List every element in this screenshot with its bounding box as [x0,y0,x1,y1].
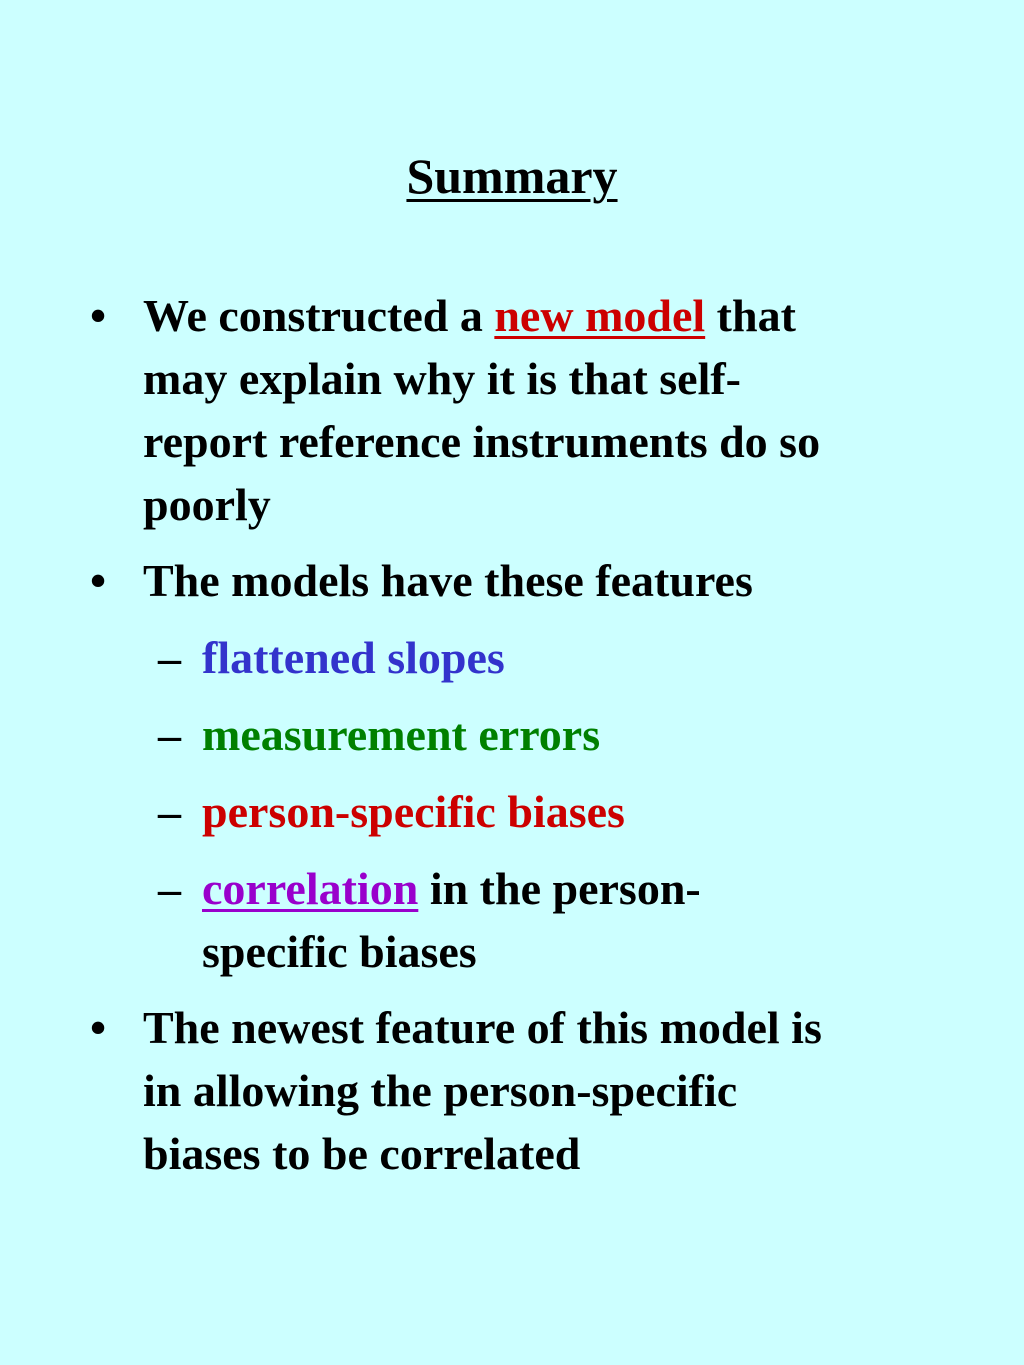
bullet-1-post: that [705,290,796,341]
feature-measurement-errors: measurement errors [202,709,601,760]
dash-marker: – [158,863,181,914]
feature-flattened-slopes: flattened slopes [202,632,505,683]
slide-title [0,146,1024,206]
correlation-highlight: correlation [202,863,419,914]
new-model-highlight: new model [494,290,706,341]
bullet-marker: • [90,290,107,341]
dash-marker: – [158,786,181,837]
bullet-marker: • [90,1002,107,1053]
feature-correlation-line-1 [202,861,701,917]
bullet-1-pre: We constructed a [143,290,495,341]
bullet-3-line-3: biases to be correlated [143,1128,581,1179]
bullet-3-line-2: in allowing the person-specific [143,1065,738,1116]
bullet-marker: • [90,555,107,606]
feature-person-specific-biases: person-specific biases [202,786,625,837]
dash-marker: – [158,632,181,683]
bullet-1-line-3: report reference instruments do so [143,416,821,467]
feature-correlation-post: in the person- [418,863,701,914]
bullet-2-text: The models have these features [143,555,753,606]
feature-correlation-line-2: specific biases [202,926,477,977]
bullet-1-line-1 [143,288,796,344]
slide-title-text: Summary [406,148,618,204]
bullet-1-line-2: may explain why it is that self- [143,353,741,404]
bullet-1-line-4: poorly [143,479,271,530]
bullet-3-line-1: The newest feature of this model is [143,1002,822,1053]
dash-marker: – [158,709,181,760]
